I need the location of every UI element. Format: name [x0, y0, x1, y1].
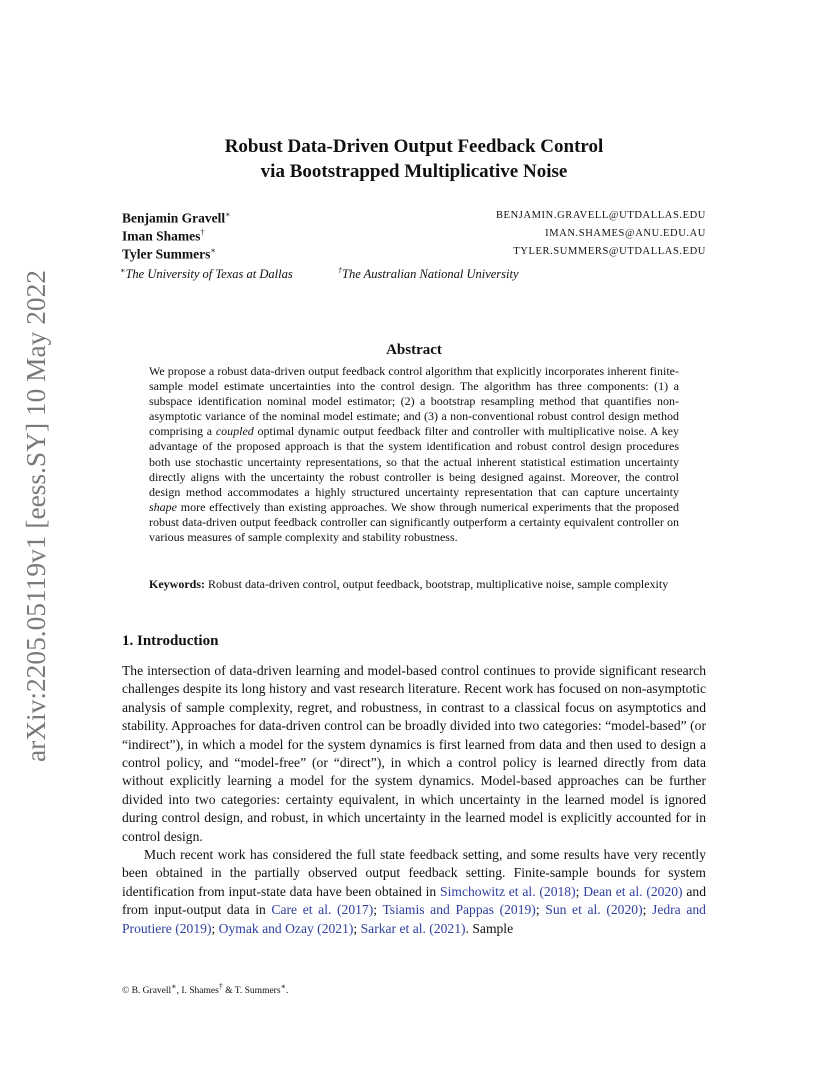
- author-email[interactable]: IMAN.SHAMES@ANU.EDU.AU: [545, 228, 706, 239]
- paragraph: The intersection of data-driven learning and model-based control continues to provide significant research challenges despite its long history and vast research literature. Recent work has focused on non-asymptotic analysis of sample complexity, regret, and robustness, in contrast to a classical focus on asymptotics and stability. Approaches for data-driven control can be broadly divided into two categories: “model-based” (or “indirect”), in which a model for the system dynamics is first learned from data and then used to design a control policy, and “model-free” (or “direct”), in which a control policy is learned directly from data without explicitly learning a model for the system dynamics. Model-based approaches can be further divided into two categories: certainty equivalent, in which uncertainty in the learned model is ignored during control design, and robust, in which uncertainty in the learned model is explicitly accounted for in control design.: [122, 663, 706, 844]
- section-heading: 1. Introduction: [122, 633, 219, 649]
- citation-link[interactable]: Care et al. (2017): [271, 902, 374, 918]
- citation-link[interactable]: Sarkar et al. (2021): [360, 920, 466, 936]
- paragraph: Much recent work has considered the full state feedback setting, and some results have very recently been obtained in the partially observed output feedback setting. Finite-sample bounds for system identification from input-state data have been obtained in Simchowitz et al. (2018); Dean et al. (2020) and from input-output data in Care et al. (2017); Tsiamis and Pappas (2019); Sun et al. (2020); Jedra and Proutiere (2019); Oymak and Ozay (2021); Sarkar et al. (2021). Sample: [122, 847, 706, 936]
- citation-link[interactable]: Simchowitz et al. (2018): [440, 883, 576, 899]
- abstract-heading: Abstract: [386, 342, 442, 358]
- introduction-body: [122, 662, 706, 938]
- copyright-footer: © B. Gravell∗, I. Shames† & T. Summers∗.: [122, 982, 289, 997]
- author-name: Iman Shames†: [122, 228, 205, 244]
- arxiv-stamp-text: arXiv:2205.05119v1 [eess.SY] 10 May 2022: [21, 277, 51, 762]
- paper-title-line-2: via Bootstrapped Multiplicative Noise: [260, 161, 568, 182]
- citation-link[interactable]: Tsiamis and Pappas (2019): [382, 902, 536, 918]
- affiliation: ∗The University of Texas at Dallas: [120, 266, 293, 282]
- keywords-label: Keywords:: [149, 577, 205, 591]
- citation-link[interactable]: Oymak and Ozay (2021): [218, 920, 354, 936]
- citation-link[interactable]: Dean et al. (2020): [583, 883, 683, 899]
- affiliation: †The Australian National University: [338, 266, 519, 282]
- abstract-text: We propose a robust data-driven output feedback control algorithm that explicitly incorporates inherent finite-sample model estimate uncertainties into the control design. The algorithm has three components: (1) a subspace identification nominal model estimator; (2) a bootstrap resampling method that quantifies non-asymptotic variance of the nominal model estimate; and (3) a non-conventional robust control design method comprising a coupled optimal dynamic output feedback filter and controller with multiplicative noise. A key advantage of the proposed approach is that the system identification and robust control design procedures both use stochastic uncertainty representations, so that the actual inherent statistical estimation uncertainty directly aligns with the uncertainty the robust controller is being designed against. Moreover, the control design method accommodates a highly structured uncertainty representation that can capture uncertainty shape more effectively than existing approaches. We show through numerical experiments that the proposed robust data-driven output feedback controller can significantly outperform a certainty equivalent controller on various measures of sample complexity and stability robustness.: [149, 364, 679, 545]
- citation-link[interactable]: Sun et al. (2020): [545, 902, 643, 918]
- keywords: Keywords: Robust data-driven control, output feedback, bootstrap, multiplicative noise, sample complexity: [149, 577, 669, 591]
- author-email[interactable]: BENJAMIN.GRAVELL@UTDALLAS.EDU: [495, 210, 706, 221]
- paper-title-line-1: Robust Data-Driven Output Feedback Control: [224, 136, 604, 157]
- author-email[interactable]: TYLER.SUMMERS@UTDALLAS.EDU: [513, 246, 706, 257]
- citation-link[interactable]: Jedra and Proutiere (2019): [122, 902, 706, 936]
- author-name: Benjamin Gravell∗: [122, 210, 231, 226]
- author-name: Tyler Summers∗: [122, 246, 216, 262]
